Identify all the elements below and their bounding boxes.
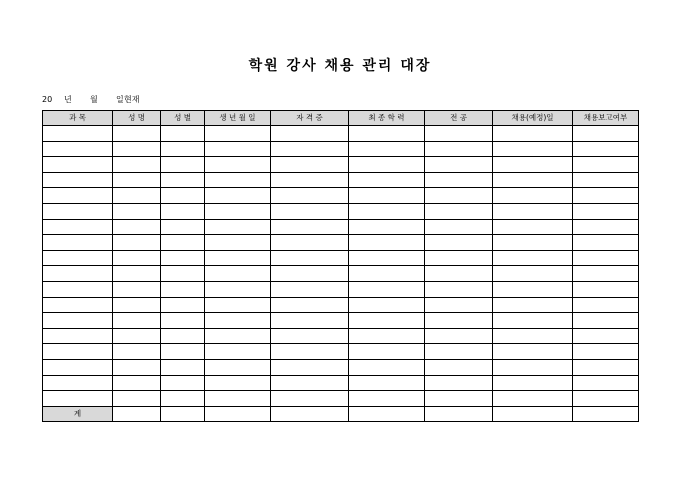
table-cell[interactable]	[161, 219, 205, 235]
year-unit: 년	[64, 95, 72, 104]
table-cell[interactable]	[493, 281, 573, 297]
table-cell[interactable]	[161, 157, 205, 173]
table-cell[interactable]	[205, 188, 271, 204]
table-cell[interactable]	[493, 203, 573, 219]
column-header-major: 전 공	[425, 111, 493, 126]
table-cell[interactable]	[161, 188, 205, 204]
table-cell[interactable]	[161, 126, 205, 142]
as-of-suffix: 현재	[124, 95, 140, 104]
table-cell[interactable]	[205, 375, 271, 391]
table-cell[interactable]	[349, 172, 425, 188]
table-cell[interactable]	[349, 281, 425, 297]
table-cell[interactable]	[573, 375, 639, 391]
table-cell[interactable]	[425, 203, 493, 219]
table-cell[interactable]	[573, 328, 639, 344]
table-cell[interactable]	[349, 313, 425, 329]
table-cell[interactable]	[573, 344, 639, 360]
table-cell[interactable]	[113, 297, 161, 313]
table-cell[interactable]	[205, 344, 271, 360]
table-cell[interactable]	[573, 266, 639, 282]
table-cell[interactable]	[205, 126, 271, 142]
table-cell[interactable]	[493, 172, 573, 188]
table-cell[interactable]	[113, 313, 161, 329]
table-cell[interactable]	[573, 235, 639, 251]
table-cell[interactable]	[161, 359, 205, 375]
table-cell[interactable]	[43, 297, 113, 313]
table-cell[interactable]	[573, 219, 639, 235]
table-cell[interactable]	[493, 344, 573, 360]
table-cell[interactable]	[349, 141, 425, 157]
total-label: 계	[43, 406, 113, 422]
table-cell[interactable]	[271, 391, 349, 407]
table-row	[43, 219, 639, 235]
document-title: 학원 강사 채용 관리 대장	[248, 58, 432, 74]
table-cell[interactable]	[271, 313, 349, 329]
table-cell[interactable]	[205, 141, 271, 157]
table-cell[interactable]	[113, 391, 161, 407]
table-cell[interactable]	[425, 219, 493, 235]
table-row	[43, 250, 639, 266]
table-cell[interactable]	[573, 188, 639, 204]
table-cell[interactable]	[205, 219, 271, 235]
table-cell[interactable]	[113, 203, 161, 219]
table-cell[interactable]	[425, 250, 493, 266]
table-cell[interactable]	[43, 359, 113, 375]
table-cell[interactable]	[573, 406, 639, 422]
table-cell[interactable]	[425, 281, 493, 297]
table-cell[interactable]	[205, 157, 271, 173]
table-cell[interactable]	[271, 235, 349, 251]
table-row	[43, 297, 639, 313]
table-cell[interactable]	[349, 203, 425, 219]
table-cell[interactable]	[161, 391, 205, 407]
table-cell[interactable]	[43, 266, 113, 282]
table-cell[interactable]	[349, 266, 425, 282]
table-cell[interactable]	[113, 328, 161, 344]
table-cell[interactable]	[425, 359, 493, 375]
table-cell[interactable]	[573, 250, 639, 266]
table-cell[interactable]	[493, 141, 573, 157]
table-cell[interactable]	[349, 188, 425, 204]
table-row	[43, 203, 639, 219]
table-cell[interactable]	[113, 406, 161, 422]
table-cell[interactable]	[493, 313, 573, 329]
table-row	[43, 126, 639, 142]
table-cell[interactable]	[43, 375, 113, 391]
table-cell[interactable]	[573, 297, 639, 313]
column-header-education: 최 종 학 력	[349, 111, 425, 126]
table-cell[interactable]	[113, 266, 161, 282]
table-cell[interactable]	[161, 141, 205, 157]
table-cell[interactable]	[493, 375, 573, 391]
table-cell[interactable]	[573, 313, 639, 329]
table-cell[interactable]	[573, 126, 639, 142]
as-of-date-line	[42, 94, 139, 105]
table-cell[interactable]	[43, 391, 113, 407]
table-row	[43, 313, 639, 329]
column-header-hire-date: 채용(예정)일	[493, 111, 573, 126]
column-header-birthdate: 생 년 월 일	[205, 111, 271, 126]
table-cell[interactable]	[205, 266, 271, 282]
table-cell[interactable]	[43, 126, 113, 142]
table-cell[interactable]	[573, 203, 639, 219]
table-cell[interactable]	[205, 391, 271, 407]
table-cell[interactable]	[425, 157, 493, 173]
table-cell[interactable]	[43, 172, 113, 188]
table-cell[interactable]	[425, 375, 493, 391]
table-cell[interactable]	[349, 157, 425, 173]
table-cell[interactable]	[113, 344, 161, 360]
table-cell[interactable]	[573, 157, 639, 173]
table-cell[interactable]	[43, 157, 113, 173]
day-unit: 일	[116, 95, 124, 104]
table-cell[interactable]	[43, 188, 113, 204]
table-cell[interactable]	[43, 141, 113, 157]
table-cell[interactable]	[271, 157, 349, 173]
table-cell[interactable]	[425, 391, 493, 407]
table-cell[interactable]	[349, 375, 425, 391]
table-cell[interactable]	[113, 250, 161, 266]
table-cell[interactable]	[493, 297, 573, 313]
table-cell[interactable]	[113, 235, 161, 251]
table-cell[interactable]	[161, 375, 205, 391]
column-header-subject: 과 목	[43, 111, 113, 126]
table-cell[interactable]	[205, 297, 271, 313]
table-cell[interactable]	[113, 141, 161, 157]
table-cell[interactable]	[425, 266, 493, 282]
table-cell[interactable]	[573, 141, 639, 157]
table-cell[interactable]	[43, 235, 113, 251]
table-cell[interactable]	[425, 344, 493, 360]
table-cell[interactable]	[113, 188, 161, 204]
table-cell[interactable]	[349, 344, 425, 360]
table-cell[interactable]	[205, 406, 271, 422]
instructor-hiring-ledger-table	[42, 110, 639, 422]
table-cell[interactable]	[349, 328, 425, 344]
table-cell[interactable]	[493, 391, 573, 407]
table-cell[interactable]	[349, 250, 425, 266]
table-row	[43, 141, 639, 157]
column-header-hire-report: 채용보고여부	[573, 111, 639, 126]
table-cell[interactable]	[205, 172, 271, 188]
table-cell[interactable]	[425, 297, 493, 313]
table-cell[interactable]	[43, 313, 113, 329]
table-cell[interactable]	[113, 375, 161, 391]
table-cell[interactable]	[425, 141, 493, 157]
table-cell[interactable]	[425, 188, 493, 204]
table-row	[43, 235, 639, 251]
table-cell[interactable]	[271, 406, 349, 422]
table-cell[interactable]	[349, 219, 425, 235]
table-cell[interactable]	[161, 313, 205, 329]
table-cell[interactable]	[205, 250, 271, 266]
table-cell[interactable]	[573, 391, 639, 407]
table-cell[interactable]	[425, 313, 493, 329]
table-cell[interactable]	[271, 281, 349, 297]
table-cell[interactable]	[493, 235, 573, 251]
table-cell[interactable]	[425, 328, 493, 344]
table-cell[interactable]	[205, 281, 271, 297]
table-cell[interactable]	[113, 172, 161, 188]
table-cell[interactable]	[43, 328, 113, 344]
table-cell[interactable]	[113, 126, 161, 142]
table-cell[interactable]	[43, 281, 113, 297]
table-cell[interactable]	[271, 328, 349, 344]
table-cell[interactable]	[349, 297, 425, 313]
table-cell[interactable]	[43, 203, 113, 219]
table-cell[interactable]	[493, 126, 573, 142]
table-cell[interactable]	[161, 203, 205, 219]
table-cell[interactable]	[349, 391, 425, 407]
table-row	[43, 172, 639, 188]
table-cell[interactable]	[425, 172, 493, 188]
year-prefix: 20	[42, 95, 53, 104]
table-cell[interactable]	[493, 157, 573, 173]
table-row	[43, 328, 639, 344]
table-row	[43, 344, 639, 360]
table-cell[interactable]	[161, 250, 205, 266]
table-cell[interactable]	[349, 126, 425, 142]
table-cell[interactable]	[271, 250, 349, 266]
table-cell[interactable]	[161, 406, 205, 422]
table-cell[interactable]	[161, 344, 205, 360]
table-cell[interactable]	[349, 359, 425, 375]
table-cell[interactable]	[161, 172, 205, 188]
table-cell[interactable]	[205, 359, 271, 375]
table-cell[interactable]	[161, 235, 205, 251]
table-cell[interactable]	[113, 359, 161, 375]
table-cell[interactable]	[271, 344, 349, 360]
table-row	[43, 359, 639, 375]
table-cell[interactable]	[271, 266, 349, 282]
table-cell[interactable]	[271, 126, 349, 142]
table-row	[43, 281, 639, 297]
table-cell[interactable]	[205, 235, 271, 251]
table-cell[interactable]	[493, 219, 573, 235]
table-cell[interactable]	[425, 235, 493, 251]
table-cell[interactable]	[43, 344, 113, 360]
table-cell[interactable]	[349, 406, 425, 422]
table-cell[interactable]	[113, 281, 161, 297]
column-header-certificate: 자 격 증	[271, 111, 349, 126]
table-cell[interactable]	[271, 203, 349, 219]
table-cell[interactable]	[205, 203, 271, 219]
table-cell[interactable]	[573, 281, 639, 297]
table-cell[interactable]	[43, 250, 113, 266]
table-cell[interactable]	[493, 250, 573, 266]
table-cell[interactable]	[271, 375, 349, 391]
column-header-name: 성 명	[113, 111, 161, 126]
table-cell[interactable]	[573, 172, 639, 188]
column-header-gender: 성 별	[161, 111, 205, 126]
table-row	[43, 188, 639, 204]
table-header-row	[43, 111, 639, 126]
table-cell[interactable]	[493, 359, 573, 375]
table-cell[interactable]	[271, 172, 349, 188]
table-cell[interactable]	[161, 281, 205, 297]
table-row	[43, 391, 639, 407]
table-cell[interactable]	[271, 188, 349, 204]
table-cell[interactable]	[271, 219, 349, 235]
table-cell[interactable]	[43, 219, 113, 235]
table-cell[interactable]	[271, 359, 349, 375]
table-cell[interactable]	[573, 359, 639, 375]
table-cell[interactable]	[113, 219, 161, 235]
table-cell[interactable]	[349, 235, 425, 251]
table-cell[interactable]	[493, 188, 573, 204]
table-row	[43, 157, 639, 173]
table-cell[interactable]	[161, 297, 205, 313]
table-cell[interactable]	[161, 266, 205, 282]
total-row	[43, 406, 639, 422]
month-unit: 월	[90, 95, 98, 104]
table-cell[interactable]	[493, 328, 573, 344]
table-cell[interactable]	[271, 141, 349, 157]
table-cell[interactable]	[205, 328, 271, 344]
table-cell[interactable]	[161, 328, 205, 344]
table-cell[interactable]	[425, 126, 493, 142]
table-cell[interactable]	[425, 406, 493, 422]
table-cell[interactable]	[493, 266, 573, 282]
table-cell[interactable]	[271, 297, 349, 313]
table-cell[interactable]	[113, 157, 161, 173]
table-row	[43, 375, 639, 391]
table-cell[interactable]	[493, 406, 573, 422]
table-row	[43, 266, 639, 282]
table-cell[interactable]	[205, 313, 271, 329]
